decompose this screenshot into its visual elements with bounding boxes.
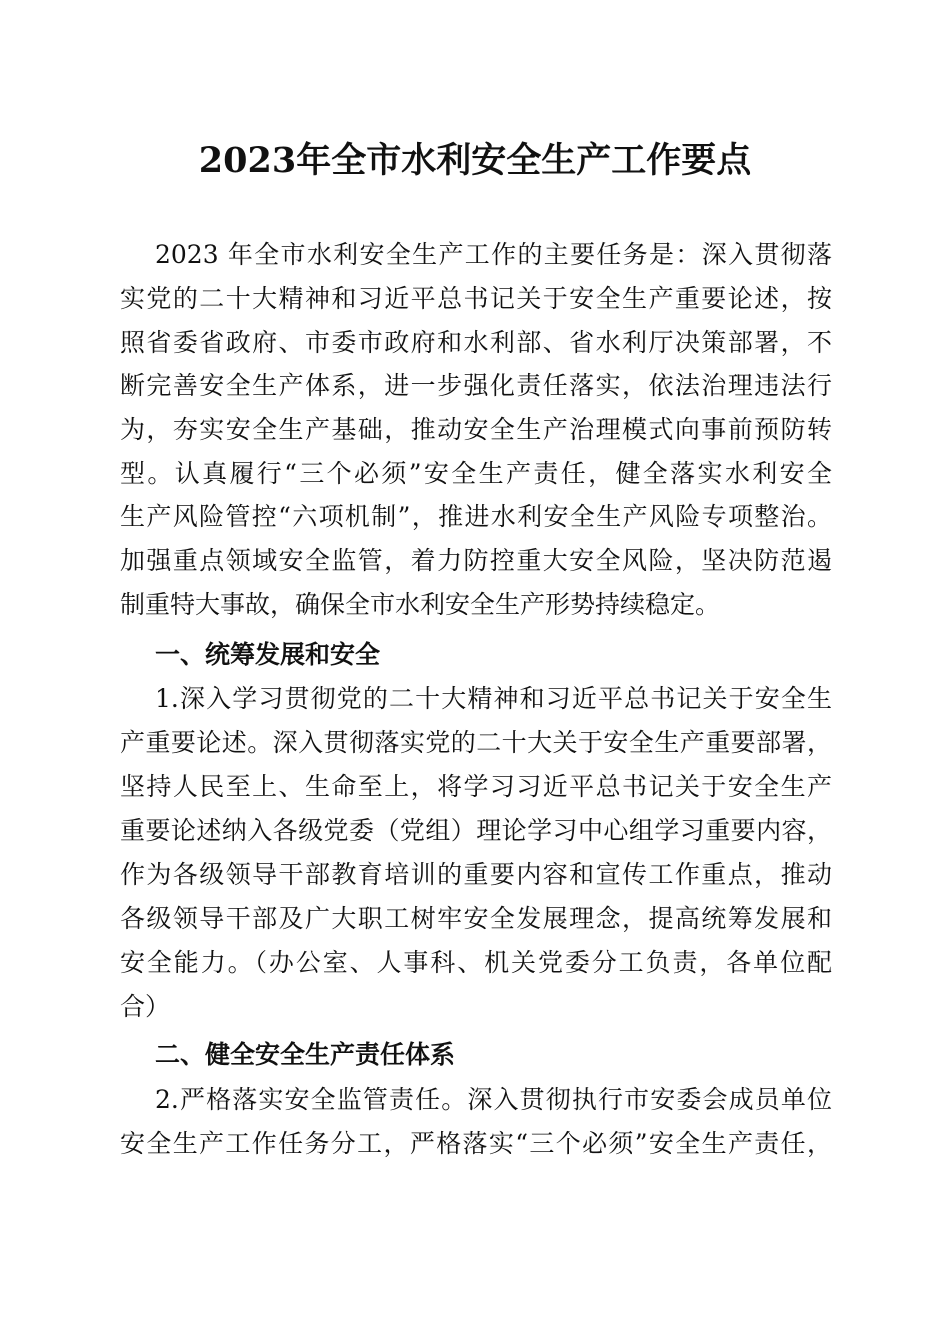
intro-line: 2023 年全市水利安全生产工作的主要任务是：深入贯彻落	[155, 240, 832, 269]
intro-line: 型。认真履行“三个必须”安全生产责任，健全落实水利安全	[120, 459, 832, 488]
item1-line: 重要论述纳入各级党委（党组）理论学习中心组学习重要内容，	[120, 816, 832, 845]
item1-line: 安全能力。（办公室、人事科、机关党委分工负责，各单位配	[120, 948, 832, 977]
intro-line: 实党的二十大精神和习近平总书记关于安全生产重要论述，按	[120, 284, 832, 313]
intro-line: 照省委省政府、市委市政府和水利部、省水利厅决策部署，不	[120, 328, 832, 357]
document-title: 2023年全市水利安全生产工作要点	[198, 140, 752, 181]
item1-line: 1.深入学习贯彻党的二十大精神和习近平总书记关于安全生	[155, 684, 832, 713]
intro-line: 生产风险管控“六项机制”，推进水利安全生产风险专项整治。	[120, 502, 832, 531]
item2-line: 安全生产工作任务分工，严格落实“三个必须”安全生产责任，	[120, 1129, 832, 1158]
section-heading-2: 二、健全安全生产责任体系	[155, 1040, 456, 1069]
item1-line: 产重要论述。深入贯彻落实党的二十大关于安全生产重要部署，	[120, 728, 832, 757]
intro-line: 为，夯实安全生产基础，推动安全生产治理模式向事前预防转	[120, 415, 832, 444]
section-heading-1: 一、统筹发展和安全	[155, 640, 381, 669]
intro-line: 加强重点领域安全监管，着力防控重大安全风险，坚决防范遏	[120, 546, 832, 575]
item1-line: 各级领导干部及广大职工树牢安全发展理念，提高统筹发展和	[120, 904, 832, 933]
item1-line: 合）	[120, 992, 171, 1021]
item1-line: 作为各级领导干部教育培训的重要内容和宣传工作重点，推动	[120, 860, 832, 889]
item1-line: 坚持人民至上、生命至上，将学习习近平总书记关于安全生产	[120, 772, 832, 801]
intro-line: 断完善安全生产体系，进一步强化责任落实，依法治理违法行	[120, 371, 832, 400]
intro-line: 制重特大事故，确保全市水利安全生产形势持续稳定。	[120, 590, 721, 619]
item2-line: 2.严格落实安全监管责任。深入贯彻执行市安委会成员单位	[155, 1085, 832, 1114]
